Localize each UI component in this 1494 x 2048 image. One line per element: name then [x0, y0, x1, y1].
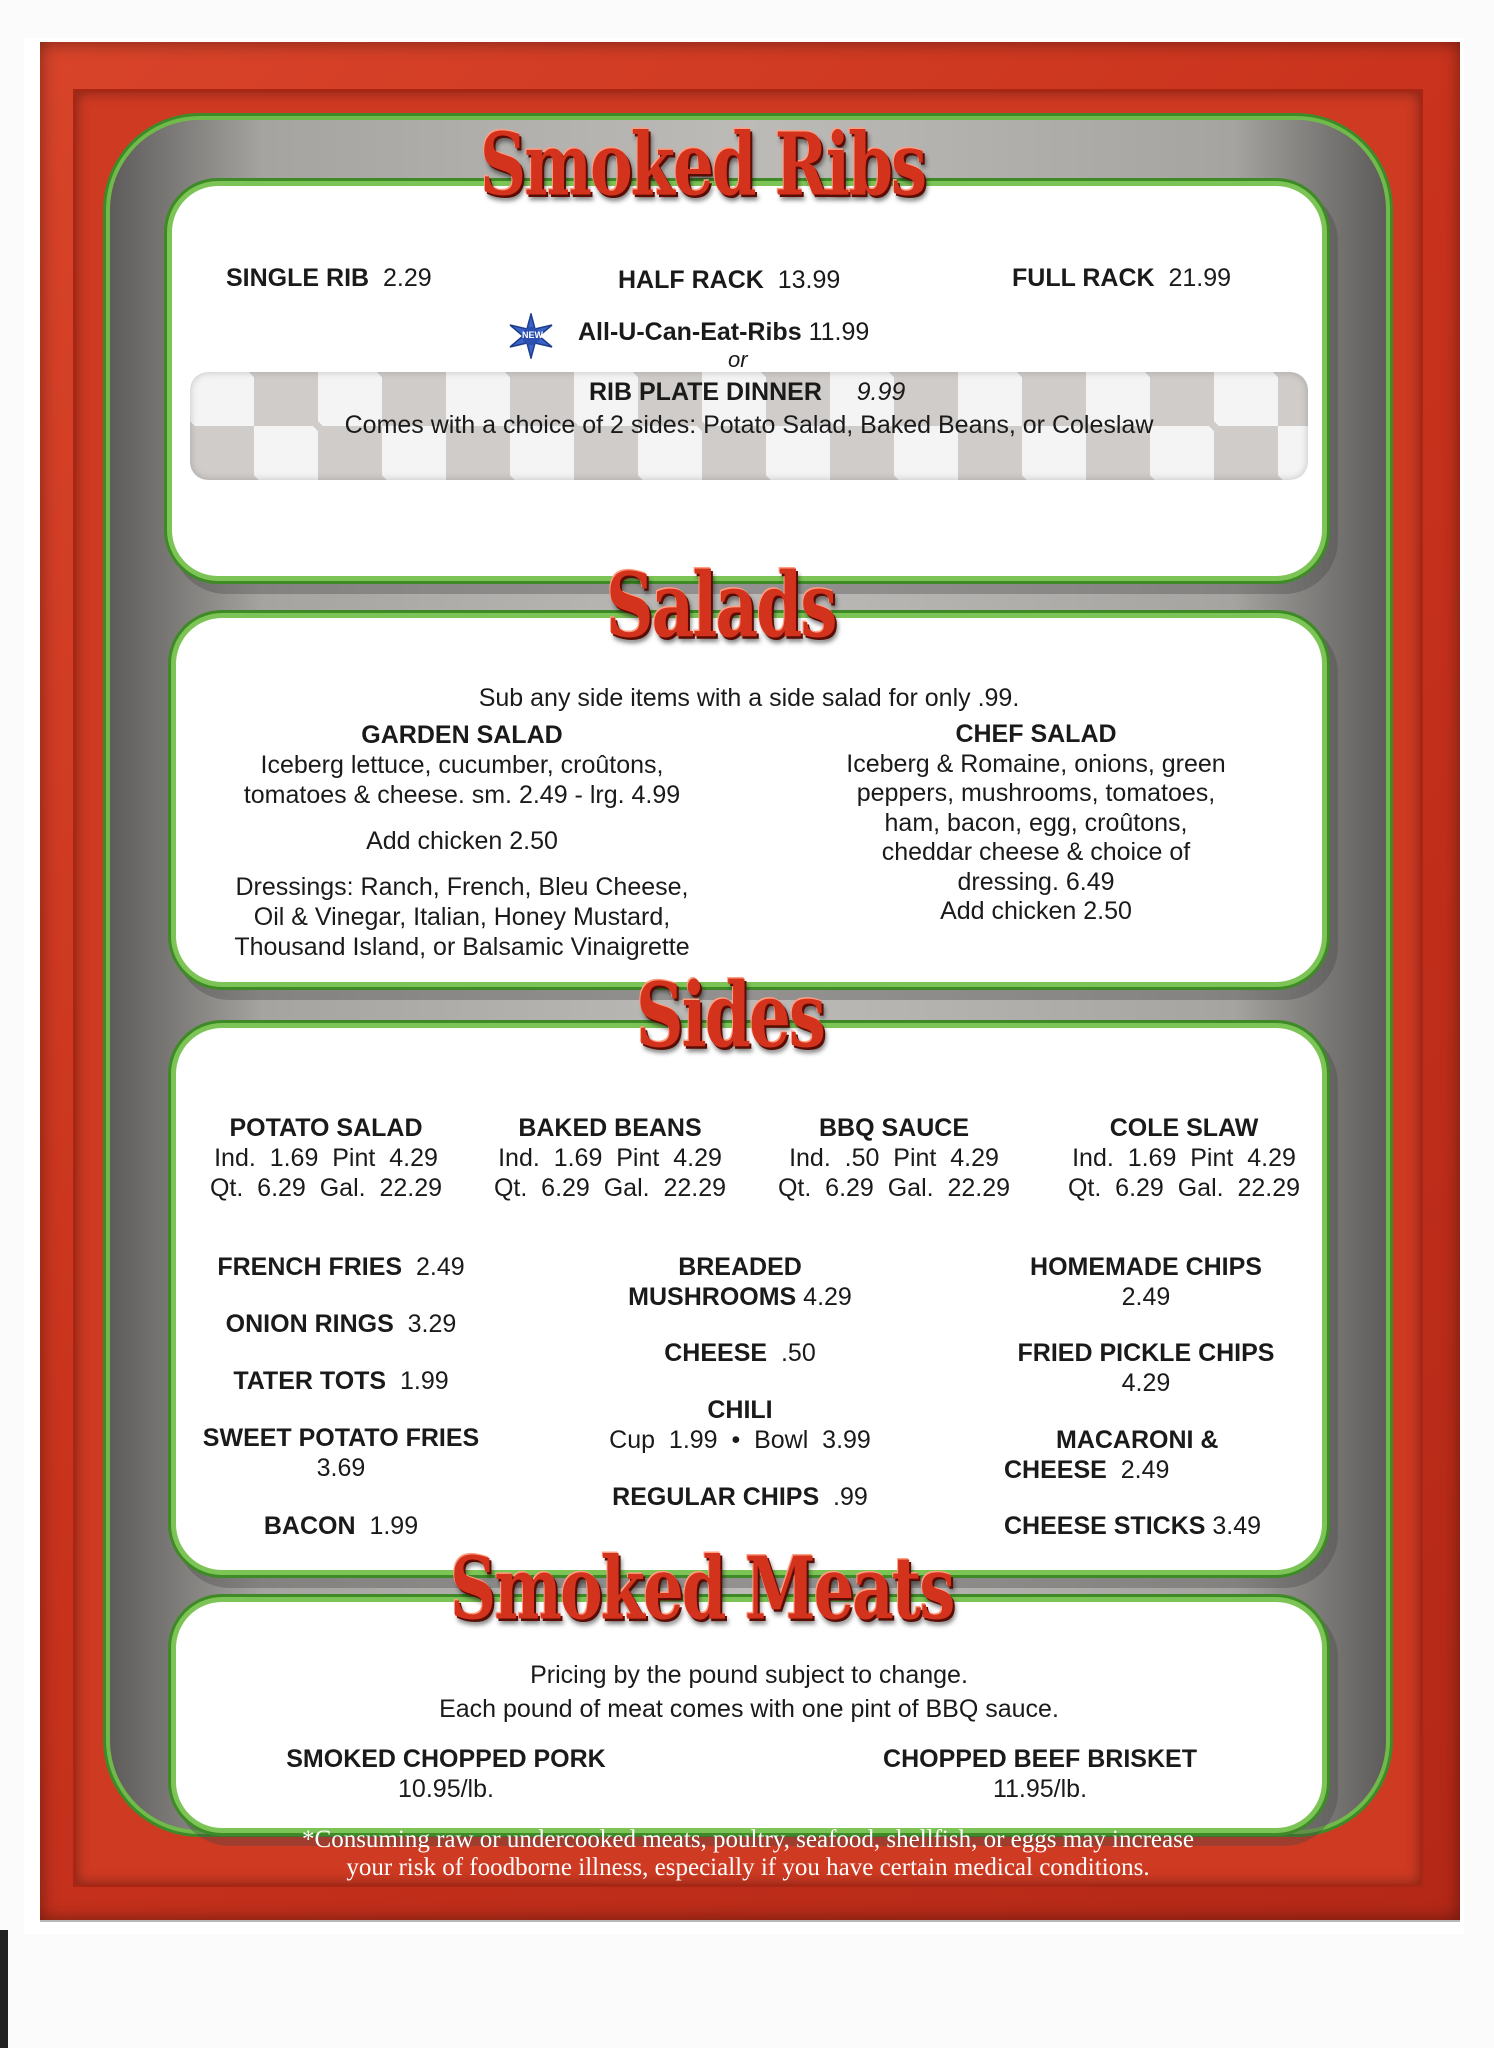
- dressings-line: Oil & Vinegar, Italian, Honey Mustard,: [253, 903, 671, 931]
- dressings-line: Thousand Island, or Balsamic Vinaigrette: [234, 933, 690, 961]
- side-price-line: Ind. 1.69 Pint 4.29: [1072, 1144, 1296, 1172]
- meat-price: 10.95/lb.: [398, 1775, 494, 1803]
- meats-note-1: Pricing by the pound subject to change.: [530, 1661, 968, 1689]
- side-name: SWEET POTATO FRIES: [202, 1424, 480, 1452]
- side-price: 4.29: [1121, 1369, 1171, 1397]
- meat-brisket: [790, 1744, 1290, 1804]
- sides-title: Sides: [636, 962, 825, 1068]
- salad-desc-line: Iceberg lettuce, cucumber, croûtons,: [260, 751, 664, 779]
- new-badge-text: NEW: [522, 330, 543, 340]
- salad-desc-line: peppers, mushrooms, tomatoes,: [856, 779, 1216, 807]
- single-rib-item: [226, 263, 432, 293]
- rib-plate-item: [589, 377, 905, 407]
- side-price-line: Qt. 6.29 Gal. 22.29: [777, 1174, 1011, 1202]
- side-price-line: Qt. 6.29 Gal. 22.29: [1067, 1174, 1301, 1202]
- salad-desc-line: dressing. 6.49: [957, 867, 1115, 896]
- side-price-line: Ind. 1.69 Pint 4.29: [498, 1144, 722, 1172]
- meats-note-2: Each pound of meat comes with one pint of BBQ sauce.: [439, 1695, 1059, 1723]
- side-name: MACARONI &: [1056, 1426, 1219, 1454]
- side-name: ONION RINGS: [225, 1310, 394, 1338]
- bulk-side-bbq-sauce: [754, 1113, 1034, 1203]
- side-regular-chips: [580, 1482, 900, 1512]
- salad-desc-line: ham, bacon, egg, croûtons,: [884, 808, 1188, 837]
- item-price: 9.99: [856, 378, 906, 406]
- side-price: 3.49: [1212, 1512, 1262, 1540]
- health-disclaimer: [110, 1826, 1386, 1882]
- side-price-line: Qt. 6.29 Gal. 22.29: [493, 1174, 727, 1202]
- side-price: 4.29: [803, 1283, 852, 1311]
- item-name: All-U-Can-Eat-Ribs: [578, 318, 802, 346]
- half-rack-item: [618, 265, 840, 295]
- side-name: FRENCH FRIES: [217, 1253, 403, 1281]
- side-name: BREADED: [678, 1253, 802, 1281]
- meat-name: SMOKED CHOPPED PORK: [286, 1745, 606, 1773]
- item-price: 13.99: [777, 266, 841, 294]
- salad-desc-line: tomatoes & cheese. sm. 2.49 - lrg. 4.99: [243, 781, 681, 809]
- item-name: HALF RACK: [618, 266, 764, 294]
- side-name: CHEESE STICKS: [1004, 1512, 1206, 1540]
- meat-name: CHOPPED BEEF BRISKET: [883, 1745, 1197, 1773]
- salads-title: Salads: [606, 552, 836, 658]
- bulk-side-cole-slaw: [1044, 1113, 1324, 1203]
- scan-edge: [0, 1930, 8, 2048]
- side-name: MUSHROOMS: [628, 1283, 797, 1311]
- side-bacon: [186, 1511, 496, 1541]
- side-name: TATER TOTS: [233, 1367, 387, 1395]
- side-name: CHEESE: [1004, 1456, 1107, 1484]
- add-chicken: Add chicken 2.50: [940, 897, 1132, 925]
- side-macaroni-cheese: [1004, 1425, 1304, 1485]
- side-price-line: Ind. 1.69 Pint 4.29: [214, 1144, 438, 1172]
- side-name: BBQ SAUCE: [818, 1114, 969, 1142]
- side-name: BAKED BEANS: [518, 1114, 702, 1142]
- new-star-icon: [508, 313, 554, 359]
- meats-title: Smoked Meats: [450, 1538, 954, 1641]
- side-name: CHILI: [707, 1396, 773, 1424]
- disclaimer-line: *Consuming raw or undercooked meats, poultry, seafood, shellfish, or eggs may increase: [302, 1826, 1194, 1853]
- or-text: or: [728, 347, 748, 372]
- side-name: FRIED PICKLE CHIPS: [1017, 1339, 1275, 1367]
- dressings-line: Dressings: Ranch, French, Bleu Cheese,: [235, 873, 689, 901]
- side-name: COLE SLAW: [1109, 1114, 1259, 1142]
- bulk-side-potato-salad: [186, 1113, 466, 1203]
- meat-price: 11.95/lb.: [992, 1775, 1088, 1803]
- salad-desc-line: Iceberg & Romaine, onions, green: [846, 749, 1226, 778]
- chef-salad: [750, 720, 1322, 927]
- side-onion-rings: [186, 1309, 496, 1339]
- side-cheese: [580, 1338, 900, 1368]
- item-name: SINGLE RIB: [226, 264, 370, 292]
- side-name: CHEESE: [664, 1339, 768, 1367]
- full-rack-item: [1012, 263, 1231, 293]
- side-price: 3.29: [407, 1310, 457, 1338]
- item-name: RIB PLATE DINNER: [589, 378, 822, 406]
- garden-salad: [176, 720, 748, 962]
- side-price: 3.69: [316, 1454, 366, 1482]
- salad-desc-line: cheddar cheese & choice of: [881, 838, 1191, 866]
- side-chili: [580, 1395, 900, 1455]
- side-price-line: Ind. .50 Pint 4.29: [789, 1144, 999, 1172]
- side-fried-pickle-chips: [986, 1338, 1306, 1398]
- side-price: 1.99: [400, 1367, 449, 1395]
- side-tater-tots: [186, 1366, 496, 1396]
- ribs-title: Smoked Ribs: [480, 114, 925, 217]
- side-price: 1.99: [369, 1512, 419, 1540]
- add-chicken: Add chicken 2.50: [366, 827, 558, 855]
- side-price: 2.49: [1120, 1456, 1170, 1484]
- side-price: Cup 1.99 • Bowl 3.99: [609, 1426, 871, 1454]
- side-name: POTATO SALAD: [229, 1114, 423, 1142]
- side-breaded-mushrooms: [580, 1252, 900, 1312]
- disclaimer-line: your risk of foodborne illness, especially if you have certain medical conditions.: [346, 1854, 1150, 1881]
- page-edge-line: [40, 1920, 1460, 1922]
- rib-plate-note: Comes with a choice of 2 sides: Potato Salad, Baked Beans, or Coleslaw: [344, 411, 1154, 439]
- side-price: .50: [780, 1339, 816, 1367]
- side-price-line: Qt. 6.29 Gal. 22.29: [209, 1174, 443, 1202]
- item-price: 21.99: [1168, 264, 1232, 292]
- side-sweet-potato-fries: [186, 1423, 496, 1483]
- salad-name: GARDEN SALAD: [361, 721, 563, 749]
- salads-intro: Sub any side items with a side salad for only .99.: [478, 684, 1020, 712]
- item-price: 2.29: [382, 264, 432, 292]
- side-name: BACON: [263, 1512, 356, 1540]
- bulk-side-baked-beans: [470, 1113, 750, 1203]
- side-cheese-sticks: [1004, 1511, 1261, 1541]
- item-price: 11.99: [808, 318, 870, 346]
- meat-pork: [196, 1744, 696, 1804]
- side-price: .99: [833, 1483, 868, 1511]
- side-price: 2.49: [415, 1253, 465, 1281]
- item-name: FULL RACK: [1012, 264, 1155, 292]
- side-name: HOMEMADE CHIPS: [1030, 1253, 1262, 1281]
- side-homemade-chips: [986, 1252, 1306, 1312]
- side-french-fries: [186, 1252, 496, 1282]
- salad-name: CHEF SALAD: [955, 720, 1117, 748]
- all-u-can-eat-item: [578, 317, 869, 347]
- side-price: 2.49: [1121, 1283, 1171, 1311]
- side-name: REGULAR CHIPS: [612, 1483, 820, 1511]
